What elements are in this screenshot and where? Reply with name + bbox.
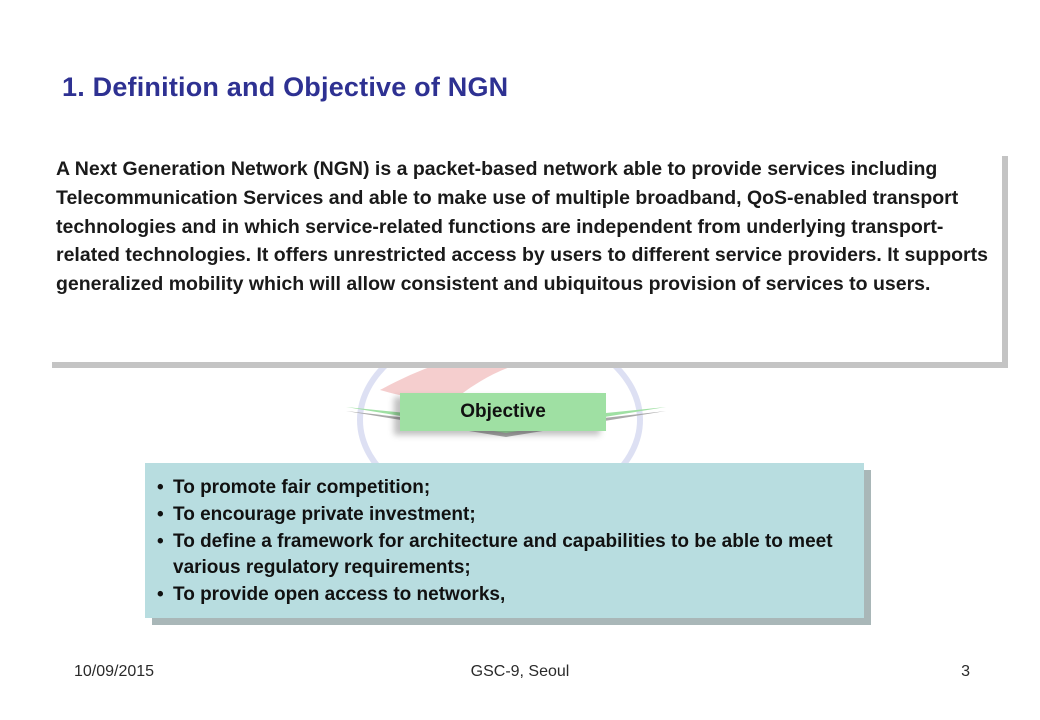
objective-item: • To encourage private investment; [157,502,857,529]
objectives-list [157,475,857,609]
definition-text: A Next Generation Network (NGN) is a packet-based network able to provide services including Telecommunication Services and able to make use of multiple broadband, QoS-enabled transport technologies and in which service-related functions are independent from underlying transport-related technologies. It offers unrestricted access by users to different service providers. It supports generalized mobility which will allow consistent and ubiquitous provision of services to users. [56,158,988,296]
objective-item: • To provide open access to networks, [157,582,857,609]
objective-item: • To define a framework for architecture and capabilities to be able to meet various regulatory requirements; [157,529,857,583]
slide-title: 1. Definition and Objective of NGN [62,72,509,102]
footer-event: GSC-9, Seoul [470,663,570,680]
objective-label: Objective [400,393,606,431]
footer-date: 10/09/2015 [74,663,155,680]
objective-item: • To promote fair competition; [157,475,857,502]
page-number: 3 [961,663,970,680]
